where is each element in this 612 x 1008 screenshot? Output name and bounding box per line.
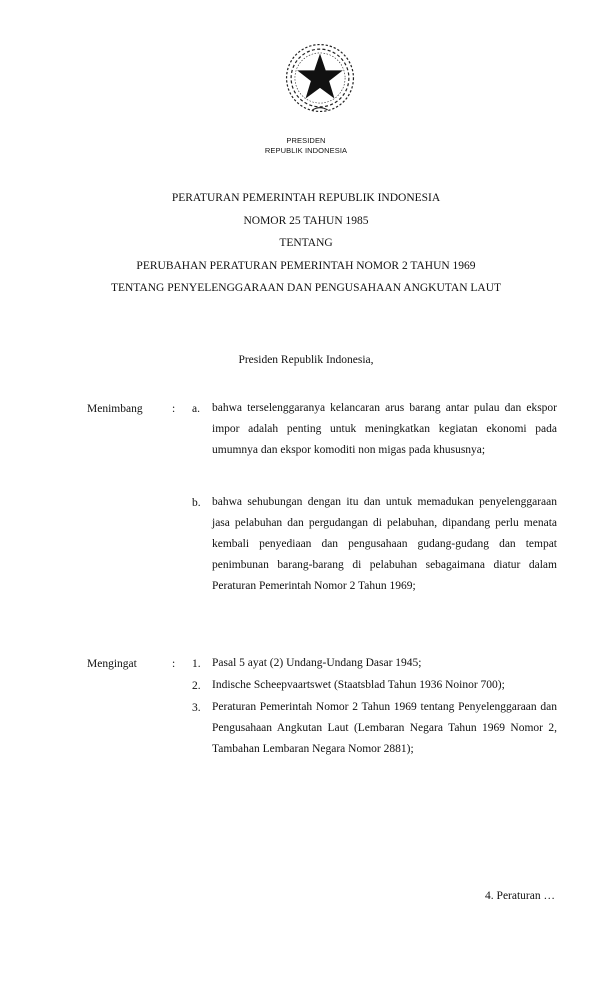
- item-text: Indische Scheepvaartswet (Staatsblad Tahun 1936 Noinor 700);: [212, 679, 505, 691]
- section-label: Menimbang: [87, 403, 143, 415]
- section-colon: :: [172, 403, 176, 415]
- item-text: Pasal 5 ayat (2) Undang-Undang Dasar 1945;: [212, 657, 422, 669]
- item-marker: b.: [192, 497, 201, 509]
- title-line-3: TENTANG: [279, 237, 333, 249]
- title-line-2: NOMOR 25 TAHUN 1985: [243, 214, 369, 227]
- title-line-4: PERUBAHAN PERATURAN PEMERINTAH NOMOR 2 TAHUN 1969: [136, 259, 476, 272]
- document-title: [0, 187, 612, 300]
- institution-line-1: PRESIDEN: [286, 136, 326, 145]
- title-line-1: PERATURAN PEMERINTAH REPUBLIK INDONESIA: [171, 192, 441, 204]
- opening-statement: Presiden Republik Indonesia,: [238, 354, 374, 366]
- section-colon: :: [172, 658, 176, 670]
- item-marker: 3.: [192, 702, 201, 714]
- item-marker: a.: [192, 403, 200, 415]
- title-line-5: TENTANG PENYELENGGARAAN DAN PENGUSAHAAN ANGKUTAN LAUT: [110, 282, 502, 294]
- star-wreath-emblem-icon: [282, 40, 358, 116]
- item-marker: 2.: [192, 680, 201, 692]
- continuation-marker: 4. Peraturan …: [485, 890, 555, 902]
- item-marker: 1.: [192, 658, 201, 670]
- item-text: bahwa terselenggaranya kelancaran arus barang antar pulau dan ekspor impor adalah penting untuk meningkatkan kegiatan ekonomi pada umumnya dan ekspor komoditi non migas pada khususnya;: [212, 402, 557, 456]
- item-text: Peraturan Pemerintah Nomor 2 Tahun 1969 tentang Penyelenggaraan dan Pengusahaan Angkutan Laut (Lembaran Negara Tahun 1969 Nomor 2, Tambahan Lembaran Negara Nomor 2881);: [212, 701, 557, 755]
- institution-line-2: REPUBLIK INDONESIA: [264, 146, 348, 155]
- item-text: bahwa sehubungan dengan itu dan untuk memadukan penyelenggaraan jasa pelabuhan dan pergudangan di pelabuhan, dipandang perlu menata kembali penyediaan dan pengusahaan gudang-gudang dan tempat penimbunan barang-barang di pelabuhan sebagaimana diatur dalam Peraturan Pemerintah Nomor 2 Tahun 1969;: [212, 496, 557, 592]
- section-label: Mengingat: [87, 658, 137, 670]
